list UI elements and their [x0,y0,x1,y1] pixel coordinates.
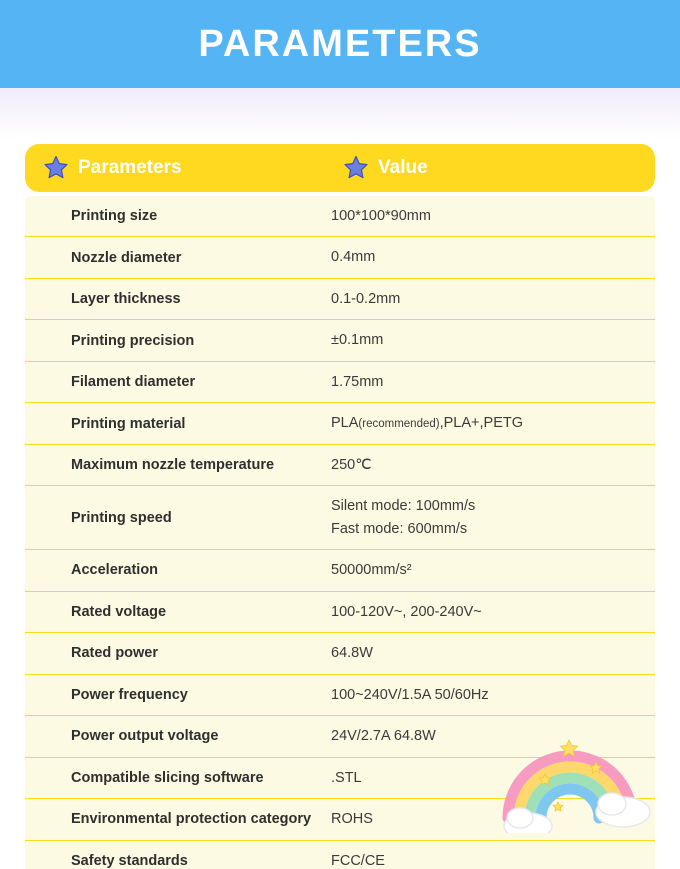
row-value [325,486,655,549]
row-value-line: 50000mm/s² [331,562,412,579]
table-row [25,486,655,550]
row-value-line: 100~240V/1.5A 50/60Hz [331,686,489,703]
row-value-line-composite [331,412,523,434]
row-value [325,758,655,798]
row-value-line-secondary: Fast mode: 600mm/s [331,520,468,537]
row-parameter: Layer thickness [71,291,181,308]
table-header-label-value: Value [378,157,428,178]
row-value [325,320,655,360]
row-parameter: Compatible slicing software [71,769,264,786]
row-parameter: Environmental protection category [71,811,312,828]
parameters-table [25,144,655,869]
table-row [25,633,655,674]
table-row [25,841,655,869]
row-value-line: 1.75mm [331,373,384,390]
table-header-cell-parameters [43,155,343,181]
row-parameter: Printing material [71,415,186,432]
table-header-cell-value [343,155,655,181]
row-value [325,592,655,632]
table-body [25,196,655,869]
row-value-line: 100-120V~, 200-240V~ [331,603,482,620]
row-value-line: 250℃ [331,456,372,473]
row-value [325,799,655,839]
row-value-line: 0.1-0.2mm [331,290,401,307]
table-row [25,592,655,633]
row-value-line: 0.4mm [331,249,376,266]
table-row [25,279,655,320]
row-value-line: FCC/CE [331,852,385,869]
row-value [325,841,655,869]
row-value [325,362,655,402]
row-value-suffix: ,PLA+,PETG [439,415,524,432]
table-header-label-parameters: Parameters [78,157,182,178]
row-parameter: Printing size [71,208,158,225]
table-row [25,196,655,237]
row-value [325,633,655,673]
table-row [25,550,655,591]
row-value-line: Silent mode: 100mm/s [331,498,476,515]
table-row [25,716,655,757]
table-row [25,445,655,486]
row-value [325,196,655,236]
page-title: PARAMETERS [198,22,482,65]
row-value-prefix: PLA [331,415,359,432]
row-parameter: Safety standards [71,852,188,869]
row-value-line: 24V/2.7A 64.8W [331,728,436,745]
table-row [25,320,655,361]
row-parameter: Rated power [71,645,159,662]
table-row [25,362,655,403]
table-header-row [25,144,655,192]
row-value [325,237,655,277]
row-value-line: 64.8W [331,645,373,662]
row-value [325,403,655,443]
table-row [25,403,655,444]
table-row [25,237,655,278]
row-value [325,675,655,715]
row-parameter: Power frequency [71,686,188,703]
row-value [325,445,655,485]
star-icon [343,155,369,181]
row-value-line: .STL [331,769,362,786]
row-parameter: Power output voltage [71,728,219,745]
row-value [325,279,655,319]
row-value [325,550,655,590]
row-parameter: Printing precision [71,332,195,349]
table-row [25,799,655,840]
row-parameter: Rated voltage [71,603,167,620]
row-parameter: Nozzle diameter [71,249,182,266]
row-value-line: ROHS [331,811,373,828]
row-value [325,716,655,756]
table-row [25,675,655,716]
row-value-line: ±0.1mm [331,332,384,349]
header-band [0,0,680,88]
star-icon [43,155,69,181]
table-row [25,758,655,799]
row-value-line: 100*100*90mm [331,208,431,224]
row-parameter: Filament diameter [71,374,196,391]
row-parameter: Maximum nozzle temperature [71,457,275,474]
row-parameter: Printing speed [71,509,172,526]
row-parameter: Acceleration [71,562,159,579]
row-value-note: (recommended) [358,418,440,431]
